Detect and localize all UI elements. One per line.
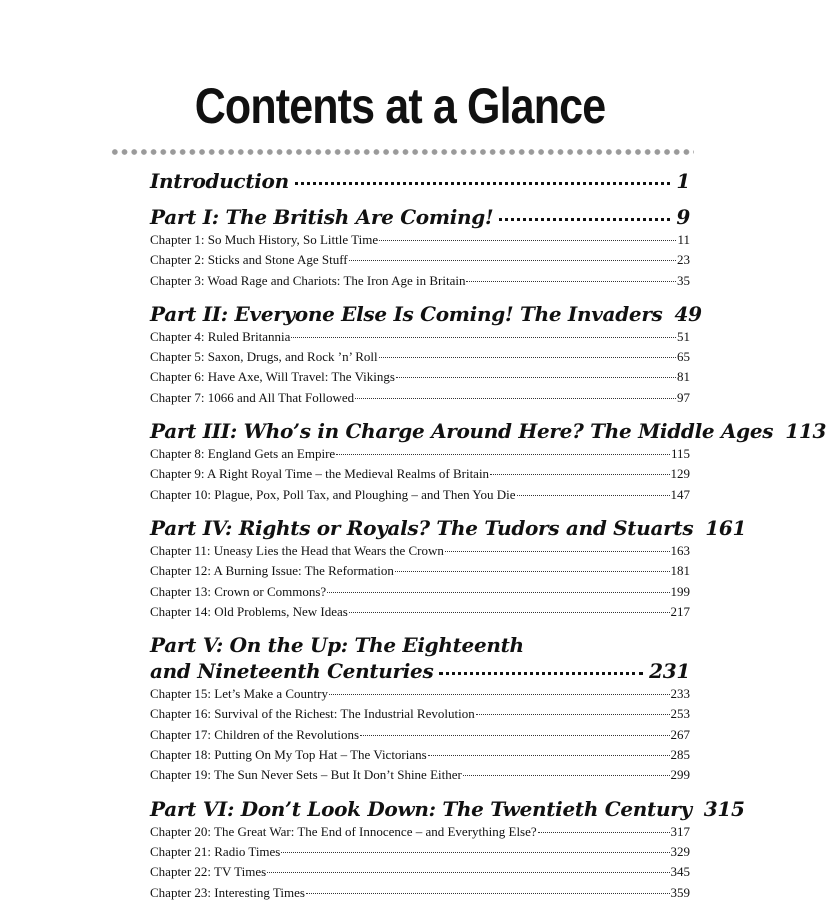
chapter-label: Chapter 16: Survival of the Richest: The Industrial Revolution bbox=[150, 706, 475, 722]
chapter-label: Chapter 23: Interesting Times bbox=[150, 884, 305, 900]
chapter-page: 115 bbox=[670, 446, 690, 462]
dot-leader bbox=[396, 377, 676, 378]
chapter-label: Chapter 22: TV Times bbox=[150, 864, 267, 880]
dot-leader bbox=[281, 852, 669, 853]
chapter-label: Chapter 2: Sticks and Stone Age Stuff bbox=[150, 252, 348, 268]
toc-part-heading bbox=[150, 515, 747, 541]
dotted-divider bbox=[110, 148, 694, 156]
chapter-label: Chapter 21: Radio Times bbox=[150, 843, 281, 859]
toc-part-heading bbox=[150, 632, 690, 684]
dot-leader bbox=[329, 694, 670, 695]
chapter-page: 35 bbox=[677, 272, 690, 288]
dot-leader bbox=[327, 592, 669, 593]
chapter-page: 97 bbox=[677, 389, 690, 405]
toc-chapter-entry bbox=[150, 704, 690, 724]
chapter-label: Chapter 10: Plague, Pox, Poll Tax, and Ploughing – and Then You Die bbox=[150, 486, 516, 502]
dot-leader bbox=[336, 454, 670, 455]
part-page: 161 bbox=[705, 515, 747, 540]
toc-chapter-entry bbox=[150, 822, 690, 842]
chapter-label: Chapter 7: 1066 and All That Followed bbox=[150, 389, 355, 405]
chapter-page: 359 bbox=[670, 884, 690, 900]
toc-chapter-entry bbox=[150, 684, 690, 704]
dot-leader bbox=[349, 612, 670, 613]
chapter-label: Chapter 4: Ruled Britannia bbox=[150, 328, 291, 344]
chapter-page: 163 bbox=[670, 542, 690, 558]
part-label-line2: and Nineteenth Centuries bbox=[150, 659, 434, 684]
toc-chapter-entry bbox=[150, 367, 690, 387]
dot-leader bbox=[463, 775, 670, 776]
chapter-page: 345 bbox=[670, 864, 690, 880]
toc-intro-entry bbox=[150, 168, 690, 194]
chapter-label: Chapter 6: Have Axe, Will Travel: The Vikings bbox=[150, 369, 395, 385]
dot-leader bbox=[445, 551, 670, 552]
chapter-page: 299 bbox=[670, 767, 690, 783]
dot-leader bbox=[267, 872, 669, 873]
chapter-page: 129 bbox=[670, 466, 690, 482]
dot-leader bbox=[379, 357, 676, 358]
chapter-page: 65 bbox=[677, 349, 690, 365]
chapter-label: Chapter 17: Children of the Revolutions bbox=[150, 726, 360, 742]
chapter-label: Chapter 19: The Sun Never Sets – But It Don’t Shine Either bbox=[150, 767, 462, 783]
dot-leader bbox=[395, 571, 670, 572]
toc-chapter-entry bbox=[150, 347, 690, 367]
chapter-label: Chapter 5: Saxon, Drugs, and Rock ’n’ Roll bbox=[150, 349, 378, 365]
toc-chapter-entry bbox=[150, 388, 690, 408]
toc-chapter-entry bbox=[150, 464, 690, 484]
dot-leader bbox=[349, 260, 676, 261]
toc-chapter-entry bbox=[150, 765, 690, 785]
chapter-label: Chapter 12: A Burning Issue: The Reformation bbox=[150, 563, 394, 579]
toc-chapter-entry bbox=[150, 745, 690, 765]
part-label: Part I: The British Are Coming! bbox=[150, 205, 494, 229]
dot-leader bbox=[379, 240, 676, 241]
toc-chapter-entry bbox=[150, 271, 690, 291]
toc-chapter-entry bbox=[150, 485, 690, 505]
part-label: Part III: Who’s in Charge Around Here? The Middle Ages bbox=[150, 419, 774, 444]
toc-chapter-entry bbox=[150, 541, 690, 561]
toc-intro-label: Introduction bbox=[150, 169, 289, 193]
page-title: Contents at a Glance bbox=[194, 78, 606, 134]
chapter-label: Chapter 14: Old Problems, New Ideas bbox=[150, 603, 348, 619]
chapter-page: 267 bbox=[670, 726, 690, 742]
chapter-page: 217 bbox=[670, 603, 690, 619]
toc-chapter-entry bbox=[150, 444, 690, 464]
toc-part-heading bbox=[150, 301, 702, 327]
dot-leader bbox=[466, 281, 676, 282]
chapter-label: Chapter 13: Crown or Commons? bbox=[150, 583, 327, 599]
dot-leader bbox=[428, 755, 670, 756]
part-page: 9 bbox=[676, 205, 690, 229]
toc-chapter-entry bbox=[150, 883, 690, 903]
chapter-page: 329 bbox=[670, 843, 690, 859]
chapter-page: 199 bbox=[670, 583, 690, 599]
dot-leader bbox=[538, 832, 670, 833]
chapter-page: 23 bbox=[677, 252, 690, 268]
dot-leader bbox=[476, 714, 670, 715]
dot-leader bbox=[499, 218, 670, 221]
toc-part-heading bbox=[150, 418, 826, 444]
toc-chapter-entry bbox=[150, 561, 690, 581]
chapter-label: Chapter 18: Putting On My Top Hat – The Victorians bbox=[150, 747, 427, 763]
dot-leader bbox=[490, 474, 669, 475]
chapter-label: Chapter 1: So Much History, So Little Time bbox=[150, 232, 379, 247]
toc-chapter-entry bbox=[150, 230, 690, 250]
dot-leader bbox=[306, 893, 670, 894]
toc-chapter-entry bbox=[150, 327, 690, 347]
dot-leader bbox=[291, 337, 676, 338]
toc-chapter-entry bbox=[150, 862, 690, 882]
part-page: 49 bbox=[674, 301, 702, 326]
chapter-label: Chapter 20: The Great War: The End of Innocence – and Everything Else? bbox=[150, 823, 537, 839]
chapter-label: Chapter 9: A Right Royal Time – the Medieval Realms of Britain bbox=[150, 466, 490, 482]
toc-intro-page: 1 bbox=[676, 169, 690, 193]
chapter-page: 233 bbox=[670, 686, 690, 702]
chapter-label: Chapter 3: Woad Rage and Chariots: The Iron Age in Britain bbox=[150, 272, 466, 288]
toc-chapter-entry bbox=[150, 842, 690, 862]
part-page: 113 bbox=[785, 419, 826, 444]
chapter-label: Chapter 8: England Gets an Empire bbox=[150, 446, 336, 462]
chapter-page: 285 bbox=[670, 747, 690, 763]
chapter-page: 253 bbox=[670, 706, 690, 722]
chapter-page: 51 bbox=[677, 328, 690, 344]
chapter-page: 317 bbox=[670, 823, 690, 839]
part-label: Part IV: Rights or Royals? The Tudors and Stuarts bbox=[150, 515, 694, 540]
dot-leader bbox=[439, 672, 643, 675]
part-label: Part II: Everyone Else Is Coming! The Invaders bbox=[150, 301, 663, 326]
table-of-contents bbox=[150, 168, 826, 903]
dot-leader bbox=[360, 735, 669, 736]
dot-leader bbox=[295, 182, 671, 185]
toc-part-heading bbox=[150, 204, 690, 230]
toc-chapter-entry bbox=[150, 582, 690, 602]
chapter-label: Chapter 11: Uneasy Lies the Head that Wears the Crown bbox=[150, 542, 444, 558]
toc-chapter-entry bbox=[150, 250, 690, 270]
dot-leader bbox=[355, 398, 676, 399]
part-label: Part VI: Don’t Look Down: The Twentieth Century bbox=[150, 796, 692, 821]
dot-leader bbox=[517, 495, 670, 496]
toc-chapter-entry bbox=[150, 725, 690, 745]
toc-chapter-entry bbox=[150, 602, 690, 622]
chapter-label: Chapter 15: Let’s Make a Country bbox=[150, 686, 328, 702]
chapter-page: 181 bbox=[670, 563, 690, 579]
chapter-page: 11 bbox=[677, 232, 690, 247]
chapter-page: 81 bbox=[677, 369, 690, 385]
part-label-line1: Part V: On the Up: The Eighteenth bbox=[150, 633, 524, 658]
chapter-page: 147 bbox=[670, 486, 690, 502]
toc-part-heading bbox=[150, 796, 745, 822]
part-page: 231 bbox=[649, 659, 690, 684]
part-page: 315 bbox=[703, 796, 745, 821]
